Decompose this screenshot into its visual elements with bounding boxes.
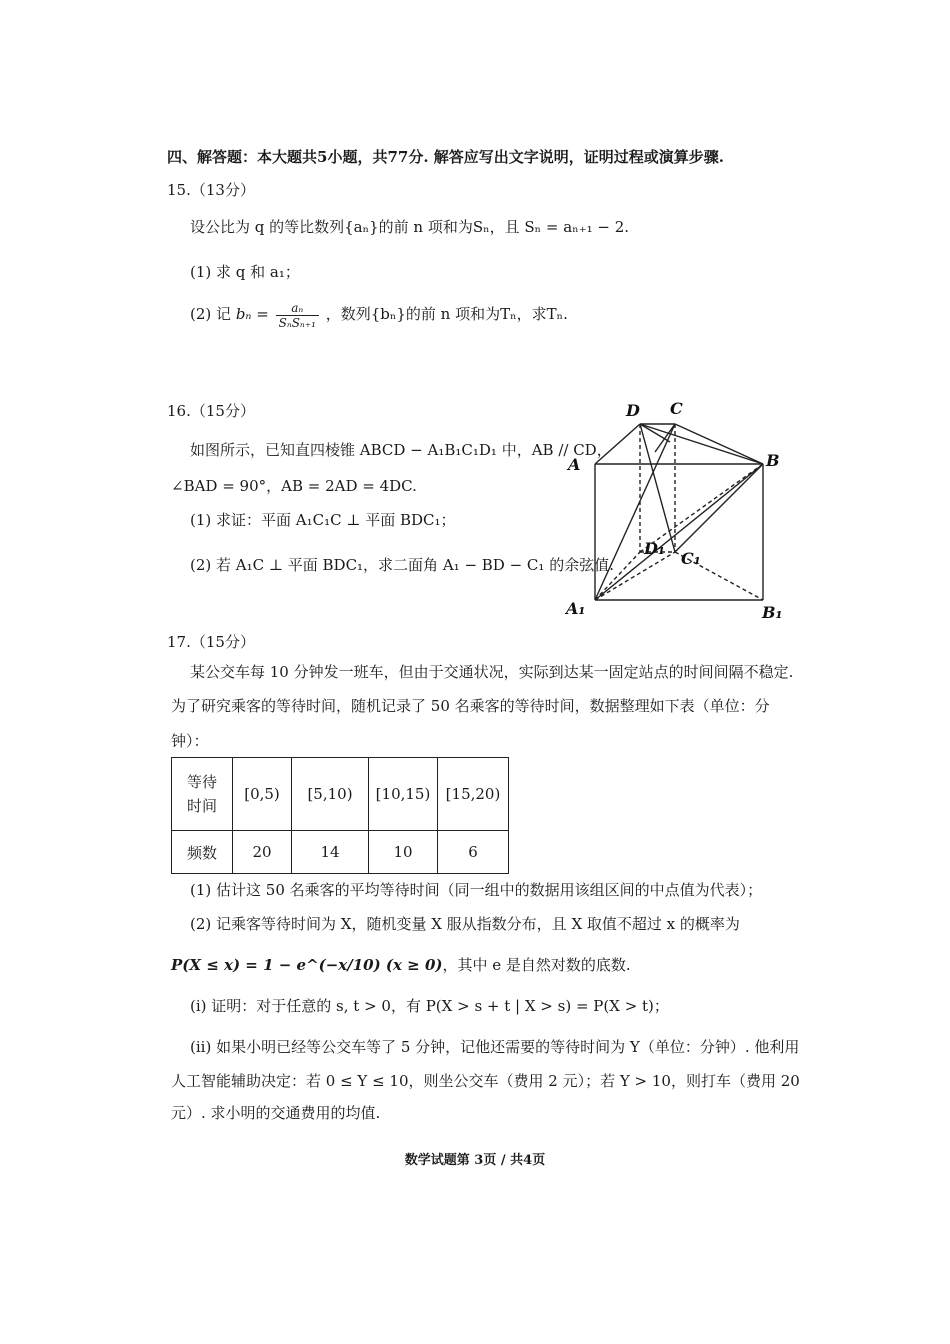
- page-footer: 数学试题第 3页 / 共4页: [404, 1153, 546, 1168]
- table-cell: 20: [233, 831, 292, 874]
- q16-number: 16.（15分）: [167, 402, 255, 420]
- q15-part2-fraction: [276, 301, 319, 330]
- table-cell: [15,20): [438, 758, 509, 831]
- section-header: 四、解答题：本大题共5小题，共77分. 解答应写出文字说明，证明过程或演算步骤.: [167, 148, 724, 166]
- label-A1: A₁: [566, 599, 586, 618]
- label-C1: C₁: [681, 549, 701, 568]
- q15-part2-suffix: ，数列{bₙ}的前 n 项和为Tₙ，求Tₙ.: [325, 305, 568, 323]
- prism-diagram: [560, 392, 800, 632]
- label-C: C: [670, 399, 683, 418]
- q17-part2-line1: (2) 记乘客等待时间为 X，随机变量 X 服从指数分布，且 X 取值不超过 x 的概率为: [190, 915, 740, 933]
- q15-part2-prefix: (2) 记: [190, 305, 232, 323]
- fraction-denominator: SₙSₙ₊₁: [278, 315, 316, 330]
- label-A: A: [568, 455, 581, 474]
- table-cell: [5,10): [292, 758, 369, 831]
- q16-stem-line1: 如图所示，已知直四棱锥 ABCD − A₁B₁C₁D₁ 中，AB // CD，: [190, 441, 612, 459]
- label-B: B: [766, 451, 780, 470]
- q16-part1: (1) 求证：平面 A₁C₁C ⊥ 平面 BDC₁；: [190, 511, 456, 529]
- header-label-line1: 等待: [186, 773, 217, 791]
- q16-part2: (2) 若 A₁C ⊥ 平面 BDC₁，求二面角 A₁ − BD − C₁ 的余弦值.: [190, 556, 614, 574]
- table-cell: [10,15): [369, 758, 438, 831]
- q17-sub-ii-line2: 人工智能辅助决定：若 0 ≤ Y ≤ 10，则坐公交车（费用 2 元）；若 Y > 10，则打车（费用 20: [171, 1072, 800, 1090]
- header-label-line2: 时间: [186, 797, 217, 815]
- q17-stem-line2: 为了研究乘客的等待时间，随机记录了 50 名乘客的等待时间，数据整理如下表（单位：分: [171, 697, 770, 715]
- table-header-label: [172, 758, 233, 831]
- formula-suffix: ，其中 e 是自然对数的底数.: [442, 956, 631, 974]
- q15-part2-lhs: bₙ =: [235, 305, 269, 323]
- table-cell: [0,5): [233, 758, 292, 831]
- table-cell: 6: [438, 831, 509, 874]
- table-freq-label: 频数: [172, 831, 233, 874]
- q17-part1: (1) 估计这 50 名乘客的平均等待时间（同一组中的数据用该组区间的中点值为代表）；: [190, 881, 763, 899]
- frequency-table: [171, 757, 509, 874]
- q15-number: 15.（13分）: [167, 181, 255, 199]
- q15-part1: (1) 求 q 和 a₁；: [190, 263, 300, 281]
- table-cell: 10: [369, 831, 438, 874]
- formula: P(X ≤ x) = 1 − e^(−x/10) (x ≥ 0): [171, 956, 443, 974]
- table-row: [172, 831, 509, 874]
- q17-number: 17.（15分）: [167, 633, 255, 651]
- q17-part2-formula: [171, 955, 631, 975]
- q17-stem-line3: 钟）：: [171, 732, 209, 750]
- q15-part2: [190, 297, 568, 331]
- q17-sub-ii-line1: (ii) 如果小明已经等公交车等了 5 分钟，记他还需要的等待时间为 Y（单位：分钟）. 他利用: [190, 1038, 800, 1056]
- q17-sub-i: (i) 证明：对于任意的 s, t > 0，有 P(X > s + t | X > s) = P(X > t)；: [190, 997, 669, 1015]
- table-cell: 14: [292, 831, 369, 874]
- q15-stem: 设公比为 q 的等比数列{aₙ}的前 n 项和为Sₙ，且 Sₙ = aₙ₊₁ − 2.: [190, 218, 630, 236]
- q16-stem-line2: ∠BAD = 90°，AB = 2AD = 4DC.: [171, 477, 417, 495]
- label-D1: D₁: [644, 539, 665, 558]
- q17-sub-ii-line3: 元）. 求小明的交通费用的均值.: [171, 1104, 381, 1122]
- table-row: [172, 758, 509, 831]
- label-B1: B₁: [762, 603, 783, 622]
- q17-stem-line1: 某公交车每 10 分钟发一班车，但由于交通状况，实际到达某一固定站点的时间间隔不稳定.: [190, 663, 794, 681]
- prism-figure: [560, 392, 800, 632]
- label-D: D: [626, 401, 640, 420]
- fraction-numerator: aₙ: [276, 301, 319, 316]
